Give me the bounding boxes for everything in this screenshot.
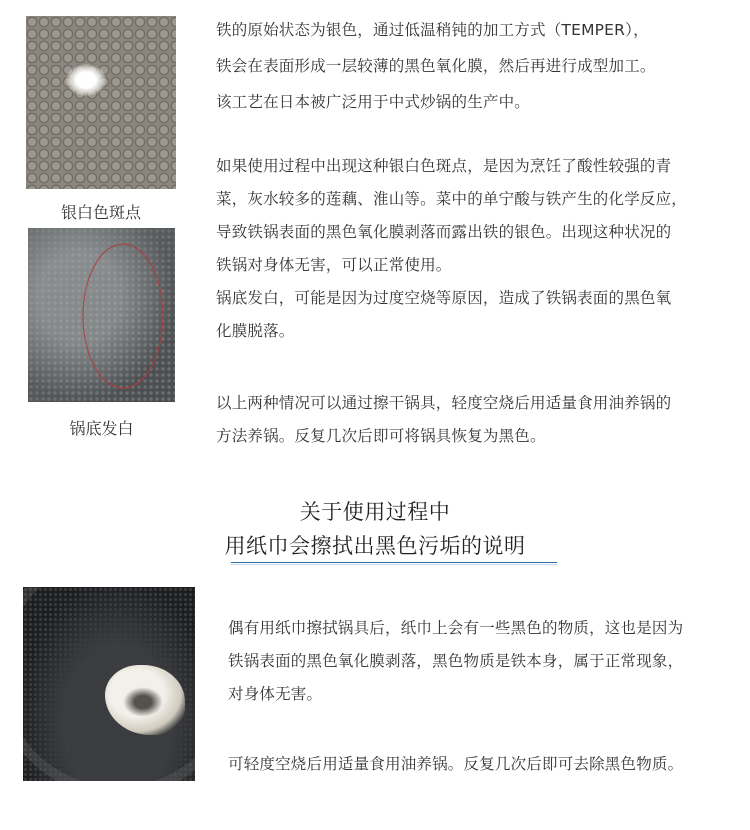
text-line: 铁会在表面形成一层较薄的黑色氧化膜，然后再进行成型加工。 [216, 57, 656, 75]
section-heading-line1: 关于使用过程中 [299, 500, 451, 524]
text-line: 锅底发白，可能是因为过度空烧等原因，造成了铁锅表面的黑色氧 [216, 289, 672, 307]
red-circle-marker [28, 228, 175, 402]
section1-paragraph-2 [216, 154, 736, 343]
text-line: 菜，灰水较多的莲藕、淮山等。菜中的单宁酸与铁产生的化学反应， [216, 190, 688, 208]
text-line: 方法养锅。反复几次后即可将锅具恢复为黑色。 [216, 427, 546, 445]
text-line: 该工艺在日本被广泛用于中式炒锅的生产中。 [216, 93, 531, 111]
black-residue [123, 687, 163, 717]
text-line: 铁的原始状态为银色，通过低温稍钝的加工方式（TEMPER）， [216, 21, 649, 39]
heading-underline [231, 562, 557, 563]
whitened-bottom-photo [28, 228, 175, 402]
silver-spots-photo [26, 16, 176, 189]
text-line: 对身体无害。 [228, 685, 323, 703]
section2-paragraph-1 [228, 616, 740, 706]
text-line: 以上两种情况可以通过擦干锅具，轻度空烧后用适量食用油养锅的 [216, 394, 672, 412]
text-line: 如果使用过程中出现这种银白色斑点，是因为烹饪了酸性较强的青 [216, 157, 672, 175]
text-line: 化膜脱落。 [216, 322, 295, 340]
text-line: 导致铁锅表面的黑色氧化膜剥落而露出铁的银色。出现这种状况的 [216, 223, 672, 241]
heading-underline-shadow [231, 564, 557, 565]
section1-paragraph-1 [216, 18, 736, 114]
wok-paper-towel-photo [23, 587, 195, 781]
text-line: 铁锅表面的黑色氧化膜剥落，黑色物质是铁本身，属于正常现象， [228, 652, 684, 670]
section1-paragraph-3 [216, 391, 736, 448]
section-heading-line2: 用纸巾会擦拭出黑色污垢的说明 [224, 534, 526, 558]
text-line: 可轻度空烧后用适量食用油养锅。反复几次后即可去除黑色物质。 [228, 755, 684, 773]
silver-spot-highlight [66, 64, 106, 96]
text-line: 铁锅对身体无害，可以正常使用。 [216, 256, 452, 274]
section2-paragraph-2 [228, 752, 740, 776]
caption-whitened-bottom: 锅底发白 [69, 419, 134, 438]
caption-silver-spots: 银白色斑点 [60, 203, 141, 222]
text-line: 偶有用纸巾擦拭锅具后，纸巾上会有一些黑色的物质，这也是因为 [228, 619, 684, 637]
